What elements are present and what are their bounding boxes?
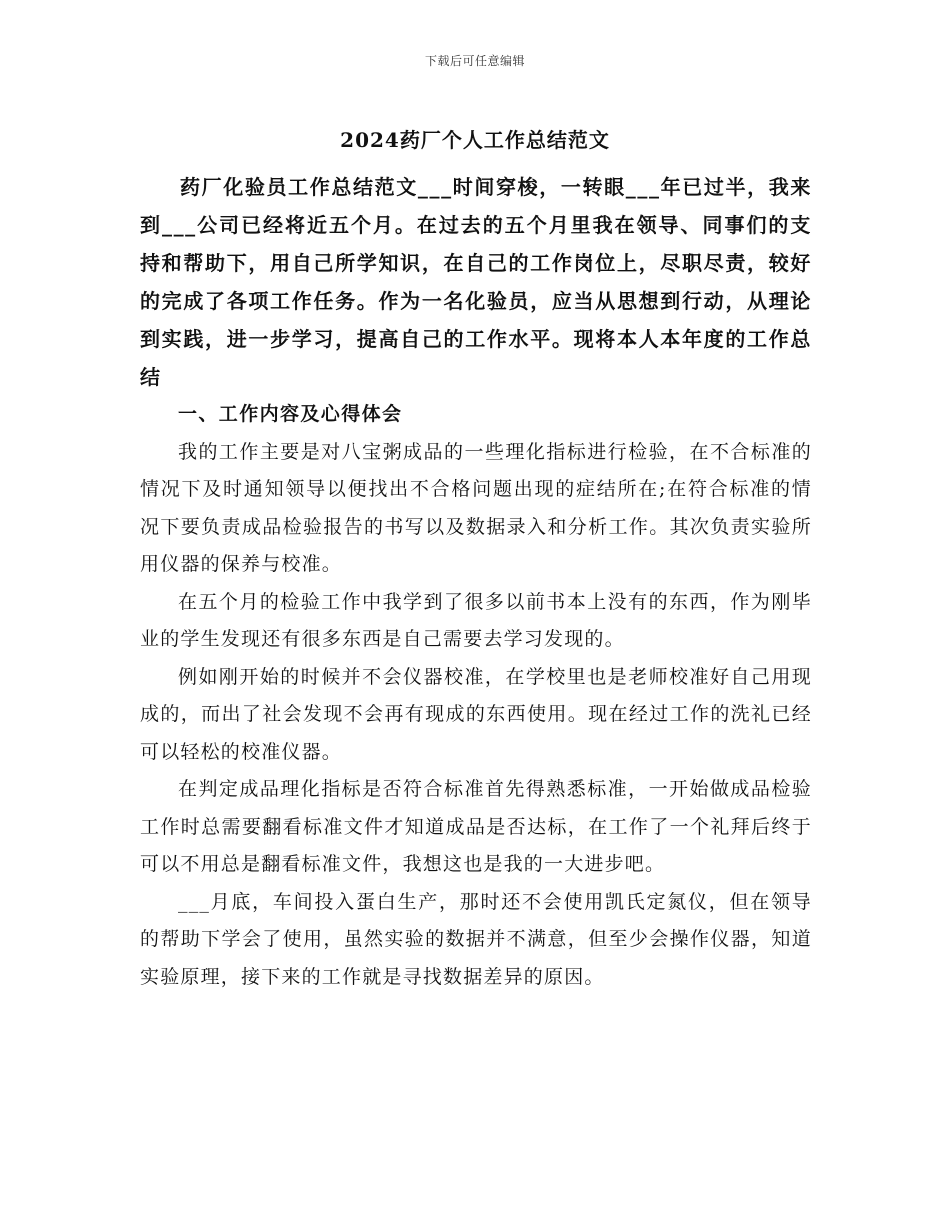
intro-paragraph: 药厂化验员工作总结范文___时间穿梭，一转眼___年已过半，我来到___公司已经将近五个月。在过去的五个月里我在领导、同事们的支持和帮助下，用自己所学知识，在自己的工作岗位上，尽职尽责，较好的完成了各项工作任务。作为一名化验员，应当从思想到行动，从理论到实践，进一步学习，提高自己的工作水平。现将本人本年度的工作总结: [140, 175, 812, 389]
document-title: 2024药厂个人工作总结范文: [340, 128, 610, 152]
body-paragraph: ___月底，车间投入蛋白生产，那时还不会使用凯氏定氮仪，但在领导的帮助下学会了使用，虽然实验的数据并不满意，但至少会操作仪器，知道实验原理，接下来的工作就是寻找数据差异的原因。: [140, 890, 812, 988]
body-paragraph: 在判定成品理化指标是否符合标准首先得熟悉标准，一开始做成品检验工作时总需要翻看标准文件才知道成品是否达标，在工作了一个礼拜后终于可以不用总是翻看标准文件，我想这也是我的一大进步吧。: [140, 778, 812, 875]
document-body: [140, 168, 812, 996]
body-paragraph: 我的工作主要是对八宝粥成品的一些理化指标进行检验，在不合标准的情况下及时通知领导以便找出不合格问题出现的症结所在;在符合标准的情况下要负责成品检验报告的书写以及数据录入和分析工作。其次负责实验所用仪器的保养与校准。: [140, 440, 812, 575]
body-paragraph: 例如刚开始的时候并不会仪器校准，在学校里也是老师校准好自己用现成的，而出了社会发现不会再有现成的东西使用。现在经过工作的洗礼已经可以轻松的校准仪器。: [140, 665, 812, 763]
header-note: 下载后可任意编辑: [424, 54, 525, 68]
section-heading: 一、工作内容及心得体会: [178, 403, 403, 425]
body-paragraph: 在五个月的检验工作中我学到了很多以前书本上没有的东西，作为刚毕业的学生发现还有很多东西是自己需要去学习发现的。: [140, 590, 812, 650]
